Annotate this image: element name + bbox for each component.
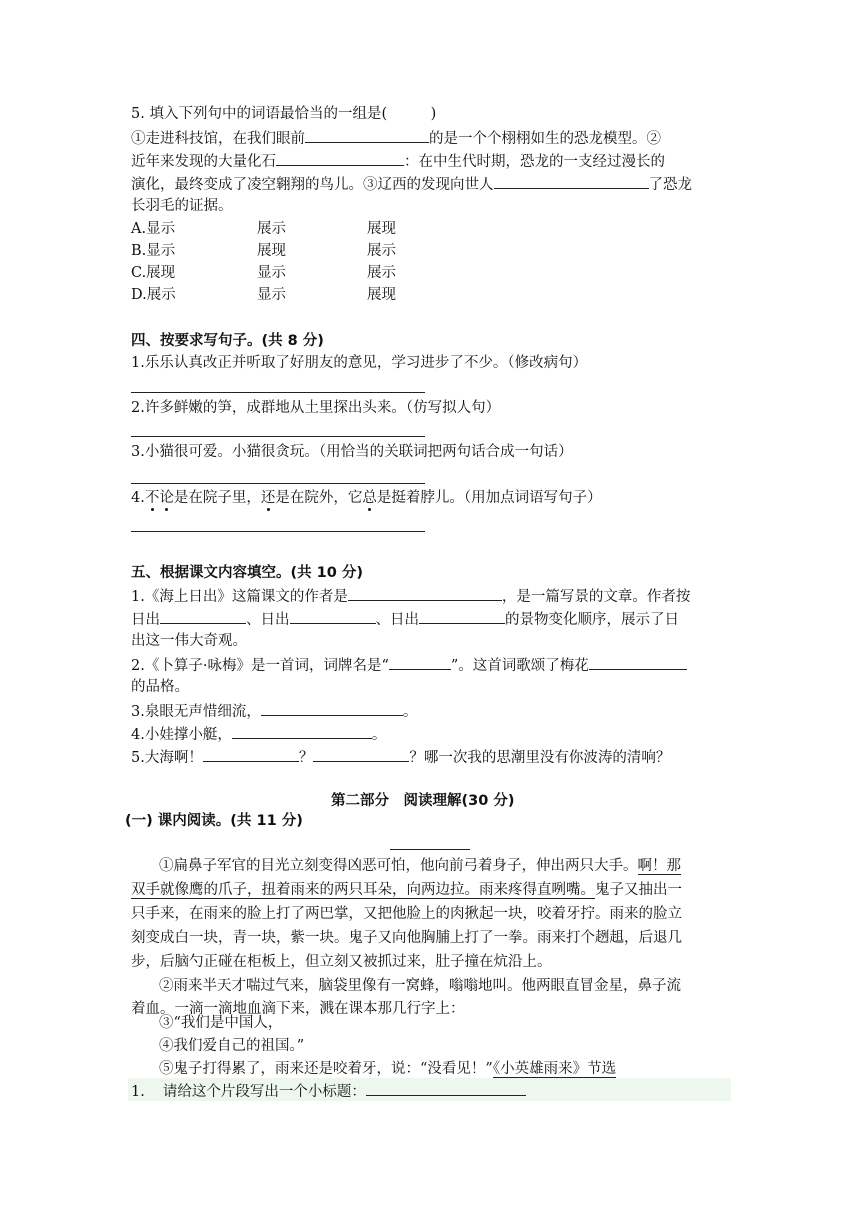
question-text: 近年来发现的大量化石 [131,154,276,170]
section-4-q2: 2.许多鲜嫩的笋，成群地从土里探出头来。（仿写拟人句） [131,400,501,416]
section-5-line-6 [131,699,417,723]
fill-blank[interactable] [494,172,649,189]
section-5-line-3: 出这一伟大奇观。 [131,633,247,649]
answer-line[interactable] [131,483,425,484]
section-4-q3: 3.小猫很可爱。小猫很贪玩。（用恰当的关联词把两句话合成一句话） [131,444,573,460]
question-5-line-1 [131,126,661,150]
passage-line: 步，后脑勺正碰在柜板上，但立刻又被抓过来，肚子撞在炕沿上。 [131,954,552,970]
fill-blank[interactable] [589,653,687,670]
question-text: ，是一篇写景的文章。作者按 [501,589,691,605]
section-5-line-1 [131,584,690,608]
passage-line: ④我们爱自己的祖国。” [159,1038,305,1054]
fill-blank[interactable] [261,699,403,716]
section-5-line-5: 的品格。 [131,679,189,695]
option-word: 显示 [257,287,286,303]
question-text: 的是一个个栩栩如生的恐龙模型。② [429,131,661,147]
question-text: ①走进科技馆，在我们眼前 [131,131,305,147]
underlined-text: 双手就像鹰的爪子，扭着雨来的两只耳朵，向两边拉。雨来疼得直咧嘴。 [131,882,595,898]
question-5-title: 5. 填入下列句中的词语最恰当的一组是( ) [131,106,437,122]
question-text: 。 [402,704,418,720]
question-text: 5.大海啊！ [131,750,203,766]
section-5-line-7 [131,722,386,746]
passage-text: ⑤鬼子打得累了，雨来还是咬着牙，说：“没看见！” [159,1061,493,1077]
question-text: 、日出 [375,612,419,628]
question-5-line-3 [131,172,692,196]
underlined-text: 啊！那 [637,858,681,874]
dotted-word: 总 [362,490,377,506]
question-text: ？哪一次我的思潮里没有你波涛的清响？ [409,750,671,766]
option-word: 展现 [367,287,396,303]
part-2-title: 第二部分 阅读理解(30 分) [331,793,515,809]
question-number: 1. [131,1084,145,1100]
option-c [131,262,427,284]
section-4-q1: 1.乐乐认真改正并听取了好朋友的意见，学习进步了不少。（修改病句） [131,355,588,371]
part-2-subheading: (一) 课内阅读。(共 11 分) [125,813,303,829]
fill-blank[interactable] [160,607,246,624]
option-label: B.显示 [131,243,176,259]
fill-blank[interactable] [419,607,505,624]
question-text: 是在院子里， [173,490,261,506]
fill-blank[interactable] [389,653,451,670]
question-text: 1.《海上日出》这篇课文的作者是 [131,589,348,605]
question-text: 。 [371,727,387,743]
section-5-line-4 [131,653,687,677]
question-text: 4.小娃撑小艇， [131,727,232,743]
passage-line: 刻变成白一块，青一块，紫一块。鬼子又向他胸脯上打了一拳。雨来打个趔趄，后退几 [131,930,682,946]
passage-text: 鬼子又抽出一 [595,882,682,898]
option-word: 显示 [257,265,286,281]
option-word: 展现 [257,243,286,259]
answer-line[interactable] [131,531,425,532]
passage-line [159,855,681,877]
option-word: 展示 [367,265,396,281]
question-text: 4. [131,490,145,506]
title-blank[interactable] [390,849,470,850]
section-5-heading: 五、根据课文内容填空。(共 10 分) [131,565,364,581]
option-label: A.显示 [131,221,176,237]
question-text: 演化，最终变成了凌空翱翔的鸟儿。③辽西的发现向世人 [131,177,494,193]
fill-blank[interactable] [232,722,372,739]
passage-text: ①扁鼻子军官的目光立刻变得凶恶可怕，他向前弓着身子，伸出两只大手。 [159,858,638,874]
option-word: 展现 [367,221,396,237]
question-text: ？ [298,750,314,766]
fill-blank[interactable] [203,745,299,762]
option-b [131,240,427,262]
section-4-q4 [131,487,602,509]
fill-blank[interactable] [276,149,404,166]
question-text: 了恐龙 [648,177,692,193]
dotted-word: 还 [260,490,276,506]
fill-blank[interactable] [366,1079,526,1096]
answer-line[interactable] [131,392,425,393]
passage-line [159,1058,616,1080]
option-label: D.展示 [131,287,176,303]
question-5-line-2 [131,149,665,173]
option-a [131,218,427,240]
question-text: 、日出 [246,612,290,628]
question-text: 2.《卜算子·咏梅》是一首词，词牌名是“ [131,658,389,674]
question-text: ：在中生代时期，恐龙的一支经过漫长的 [404,154,665,170]
section-5-line-8 [131,745,670,769]
reading-question-1 [131,1079,526,1103]
dotted-word: 不 [144,490,160,506]
passage-line: 只手来，在雨来的脸上打了两巴掌，又把他脸上的肉揪起一块，咬着牙拧。雨来的脸立 [131,906,682,922]
option-word: 展示 [257,221,286,237]
section-5-line-2 [131,607,679,631]
passage-line [131,879,682,901]
passage-line: ②雨来半天才喘过气来，脑袋里像有一窝蜂，嗡嗡地叫。他两眼直冒金星，鼻子流 [159,978,681,994]
question-text: 的景物变化顺序，展示了日 [505,612,679,628]
section-4-heading: 四、按要求写句子。(共 8 分) [131,333,324,349]
passage-line: 着血。一滴一滴地血滴下来，溅在课本那几行字上： [131,1001,465,1017]
option-label: C.展现 [131,265,176,281]
question-text: 3.泉眼无声惜细流， [131,704,261,720]
fill-blank[interactable] [313,745,409,762]
source-citation: 《小英雄雨来》节选 [492,1061,617,1077]
question-text: 日出 [131,612,160,628]
answer-line[interactable] [131,436,425,437]
option-word: 展示 [367,243,396,259]
fill-blank[interactable] [290,607,376,624]
fill-blank[interactable] [305,126,429,143]
option-d [131,284,427,306]
question-text: 是在院外，它 [275,490,363,506]
dotted-word: 论 [159,490,174,506]
fill-blank[interactable] [348,584,502,601]
question-text: ”。这首词歌颂了梅花 [450,658,589,674]
question-text: 是挺着脖儿。（用加点词语写句子） [376,490,602,506]
passage-line: ③“我们是中国人， [159,1015,283,1031]
question-5-line-4: 长羽毛的证据。 [131,198,233,214]
question-text: 请给这个片段写出一个小标题： [162,1084,366,1100]
